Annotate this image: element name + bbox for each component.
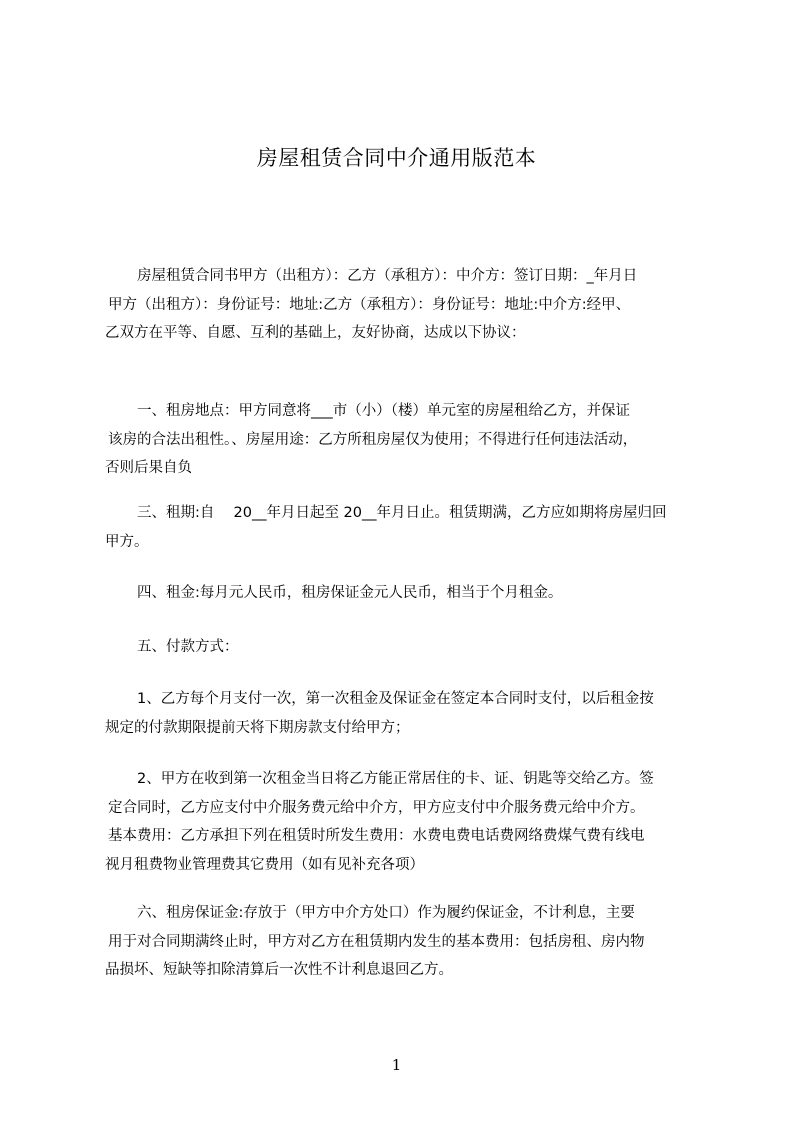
paragraph-clause-5 <box>105 633 717 662</box>
paragraph-line: 三、租期:自 20__年月日起至 20__年月日止。租赁期满，乙方应如期将房屋归回 <box>137 505 667 521</box>
paragraph-line: 该房的合法出租性。、房屋用途：乙方所租房屋仅为使用；不得进行任何违法活动， <box>108 431 638 448</box>
page-number: 1 <box>391 1056 402 1074</box>
paragraph-line: 房屋租赁合同书甲方（出租方）：乙方（承租方）：中介方：签订日期：_年月日 <box>137 268 638 284</box>
paragraph-line: 定合同时，乙方应支付中介服务费元给中介方，甲方应支付中介服务费元给中介方。 <box>108 799 645 816</box>
paragraph-line: 用于对合同期满终止时，甲方对乙方在租赁期内发生的基本费用：包括房租、房内物 <box>108 933 645 950</box>
paragraph-line: 1、乙方每个月支付一次，第一次租金及保证金在签定本合同时支付，以后租金按 <box>137 691 654 707</box>
paragraph-line: 视月租费物业管理费其它费用（如有见补充各项） <box>105 856 424 873</box>
paragraph-clause-6 <box>105 899 717 985</box>
paragraph-line: 甲方。 <box>105 533 149 550</box>
paragraph-line: 乙双方在平等、自愿、互利的基础上，友好协商，达成以下协议： <box>105 325 526 341</box>
paragraph-line: 2、甲方在收到第一次租金当日将乙方能正常居住的卡、证、钥匙等交给乙方。签 <box>137 771 654 787</box>
paragraph-line: 一、租房地点：甲方同意将___市（小）（楼）单元室的房屋租给乙方，并保证 <box>137 403 630 419</box>
paragraph-line: 甲方（出租方）：身份证号：地址:乙方（承租方）：身份证号：地址:中介方:经甲、 <box>108 296 631 313</box>
paragraph-preamble <box>105 262 717 348</box>
paragraph-line: 四、租金:每月元人民币，租房保证金元人民币，相当于个月租金。 <box>137 585 563 601</box>
paragraph-clause-3 <box>105 499 717 556</box>
paragraph-line: 规定的付款期限提前天将下期房款支付给甲方； <box>105 719 410 736</box>
paragraph-line: 六、租房保证金:存放于（甲方中介方处口）作为履约保证金，不计利息，主要 <box>137 905 635 921</box>
paragraph-line: 五、付款方式： <box>137 639 239 655</box>
paragraph-payment-1 <box>105 685 717 742</box>
paragraph-payment-2 <box>105 765 717 879</box>
document-title: 房屋租赁合同中介通用版范本 <box>256 146 537 170</box>
paragraph-line: 基本费用：乙方承担下列在租赁时所发生费用：水费电费电话费网络费煤气费有线电 <box>108 828 645 844</box>
paragraph-clause-4 <box>105 579 717 608</box>
paragraph-line: 品损坏、短缺等扣除清算后一次性不计利息退回乙方。 <box>105 962 453 978</box>
paragraph-line: 否则后果自负 <box>105 460 192 476</box>
paragraph-clause-1 <box>105 397 717 483</box>
